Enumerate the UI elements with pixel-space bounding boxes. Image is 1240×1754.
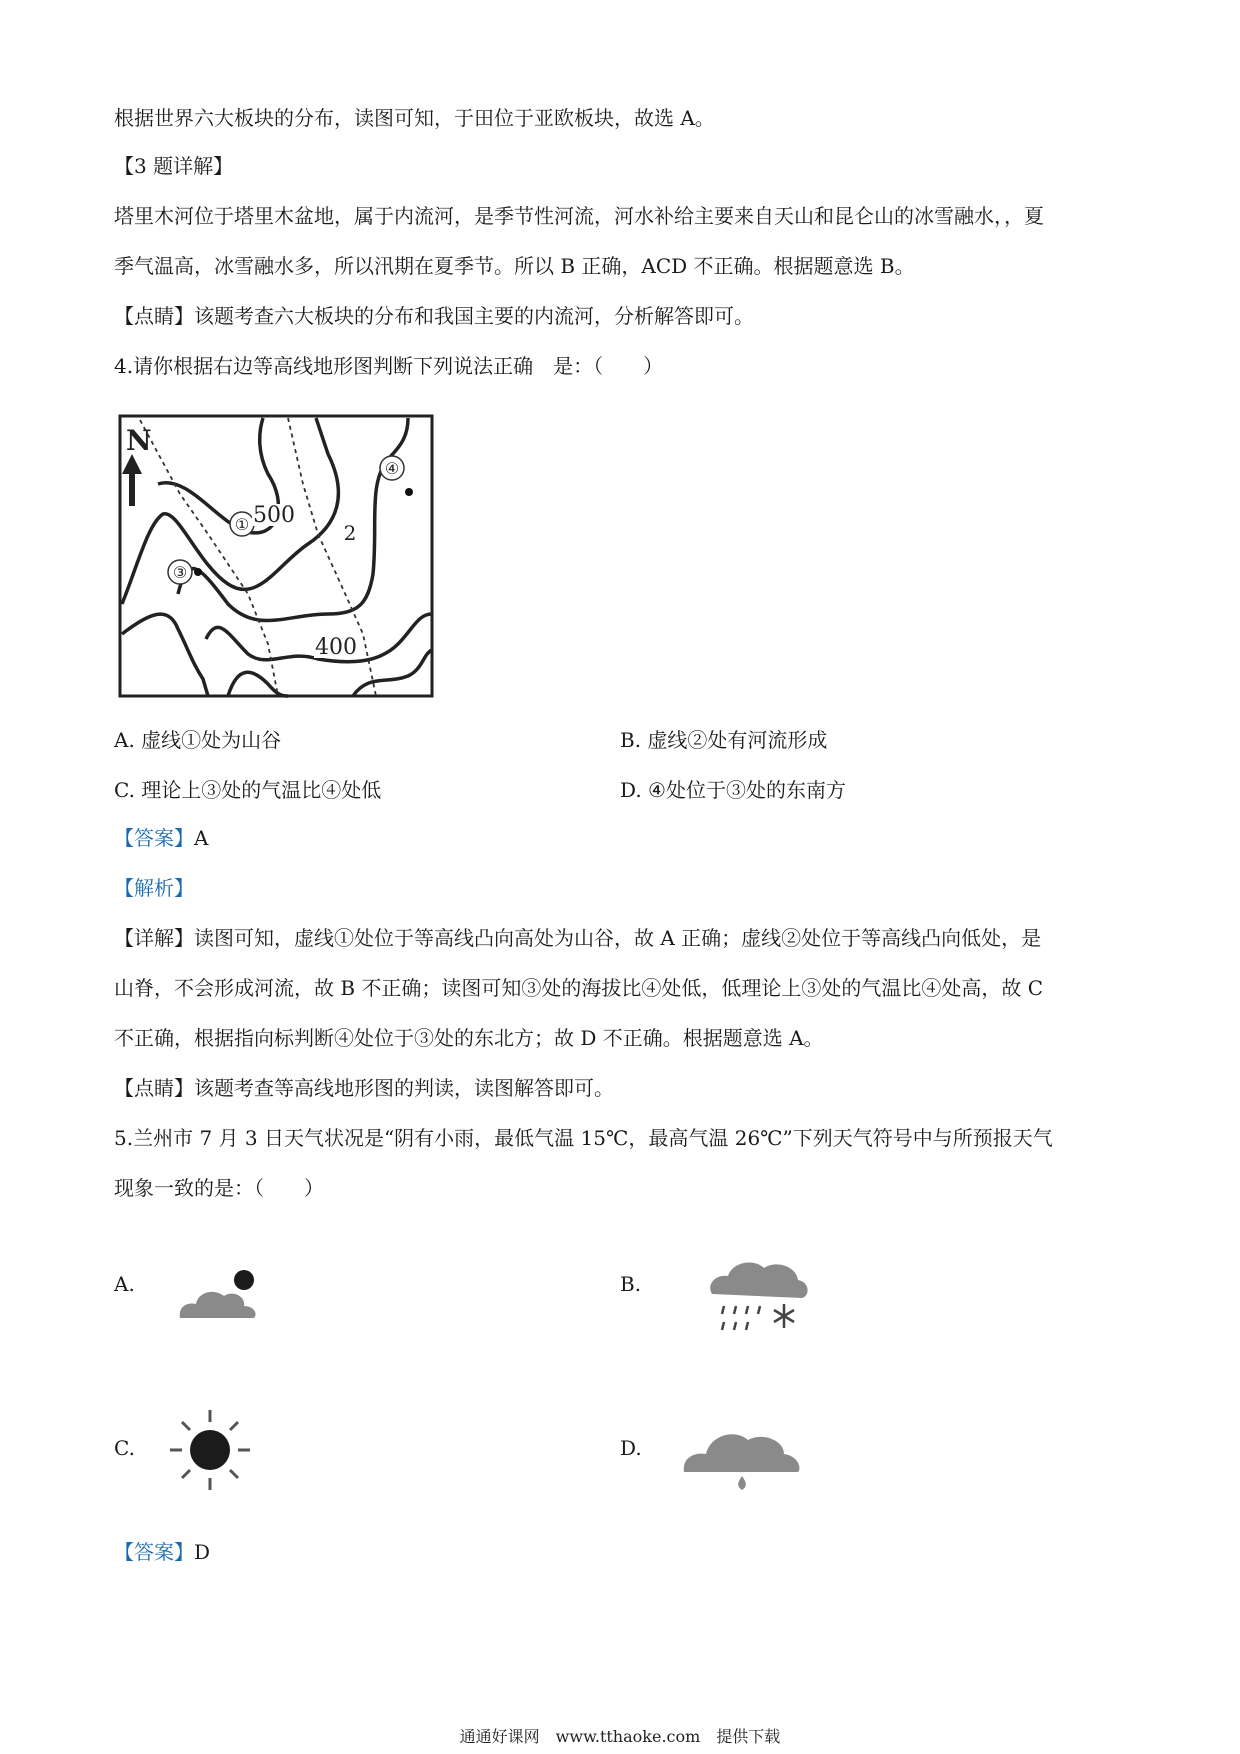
rain-snow-icon [704,1252,814,1338]
contour-label-400: 400 [315,635,357,660]
text-line: 季气温高，冰雪融水多，所以汛期在夏季节。所以 B 正确，ACD 不正确。根据题意选 B。 [114,254,915,278]
weather-option-c: C. [114,1436,135,1460]
answer-tag: 【答案】 [114,1540,194,1564]
note-line [114,302,754,330]
text-line: 根据世界六大板块的分布，读图可知，于田位于亚欧板块，故选 A。 [114,106,715,130]
text-line: 山脊，不会形成河流，故 B 不正确；读图可知③处的海拔比④处低，低理论上③处的气温比④处高，故 C [114,976,1044,1000]
detail-tag: 【详解】 [114,926,194,950]
note-text: 该题考查等高线地形图的判读，读图解答即可。 [194,1076,614,1100]
note-text: 该题考查六大板块的分布和我国主要的内流河，分析解答即可。 [194,304,754,328]
section-heading: 【3 题详解】 [114,154,234,178]
option-a: A. 虚线①处为山谷 [114,728,282,752]
text-line: 不正确，根据指向标判断④处位于③处的东北方；故 D 不正确。根据题意选 A。 [114,1026,824,1050]
note-line [114,1074,614,1102]
text-line: 塔里木河位于塔里木盆地，属于内流河，是季节性河流，河水补给主要来自天山和昆仑山的冰雪融水，，夏 [114,204,1044,228]
note-tag: 【点睛】 [114,1076,194,1100]
light-rain-icon [680,1418,804,1492]
contour-map-labels [118,414,436,700]
option-c: C. 理论上③处的气温比④处低 [114,778,382,802]
weather-option-d: D. [620,1436,642,1460]
note-tag: 【点睛】 [114,304,194,328]
answer-line [114,1538,210,1566]
question-stem: 5.兰州市 7 月 3 日天气状况是“阴有小雨，最低气温 15℃，最高气温 26℃”下列天气符号中与所预报天气 [114,1126,1053,1150]
marker-3: ③ [172,563,188,582]
sunny-icon [166,1404,256,1494]
answer-value: D [194,1540,211,1564]
partly-cloudy-icon [174,1266,264,1326]
weather-option-a: A. [114,1272,135,1296]
analysis-tag: 【解析】 [114,876,194,900]
option-b: B. 虚线②处有河流形成 [620,728,828,752]
marker-1: ① [234,515,250,534]
question-stem: 4.请你根据右边等高线地形图判断下列说法正确 是：（ ） [114,354,664,378]
marker-2: 2 [343,521,357,545]
north-label: N [126,424,152,457]
question-stem: 现象一致的是：（ ） [114,1176,324,1200]
answer-tag: 【答案】 [114,826,194,850]
detail-line [114,924,1041,952]
page-footer: 通通好课网 www.tthaoke.com 提供下载 [459,1727,781,1746]
option-d: D. ④处位于③处的东南方 [620,778,846,802]
weather-option-b: B. [620,1272,642,1296]
contour-label-500: 500 [253,503,295,528]
marker-4: ④ [384,459,400,478]
detail-text: 读图可知，虚线①处位于等高线凸向高处为山谷，故 A 正确；虚线②处位于等高线凸向低处，是 [194,926,1042,950]
answer-value: A [194,826,209,850]
answer-line [114,824,208,852]
